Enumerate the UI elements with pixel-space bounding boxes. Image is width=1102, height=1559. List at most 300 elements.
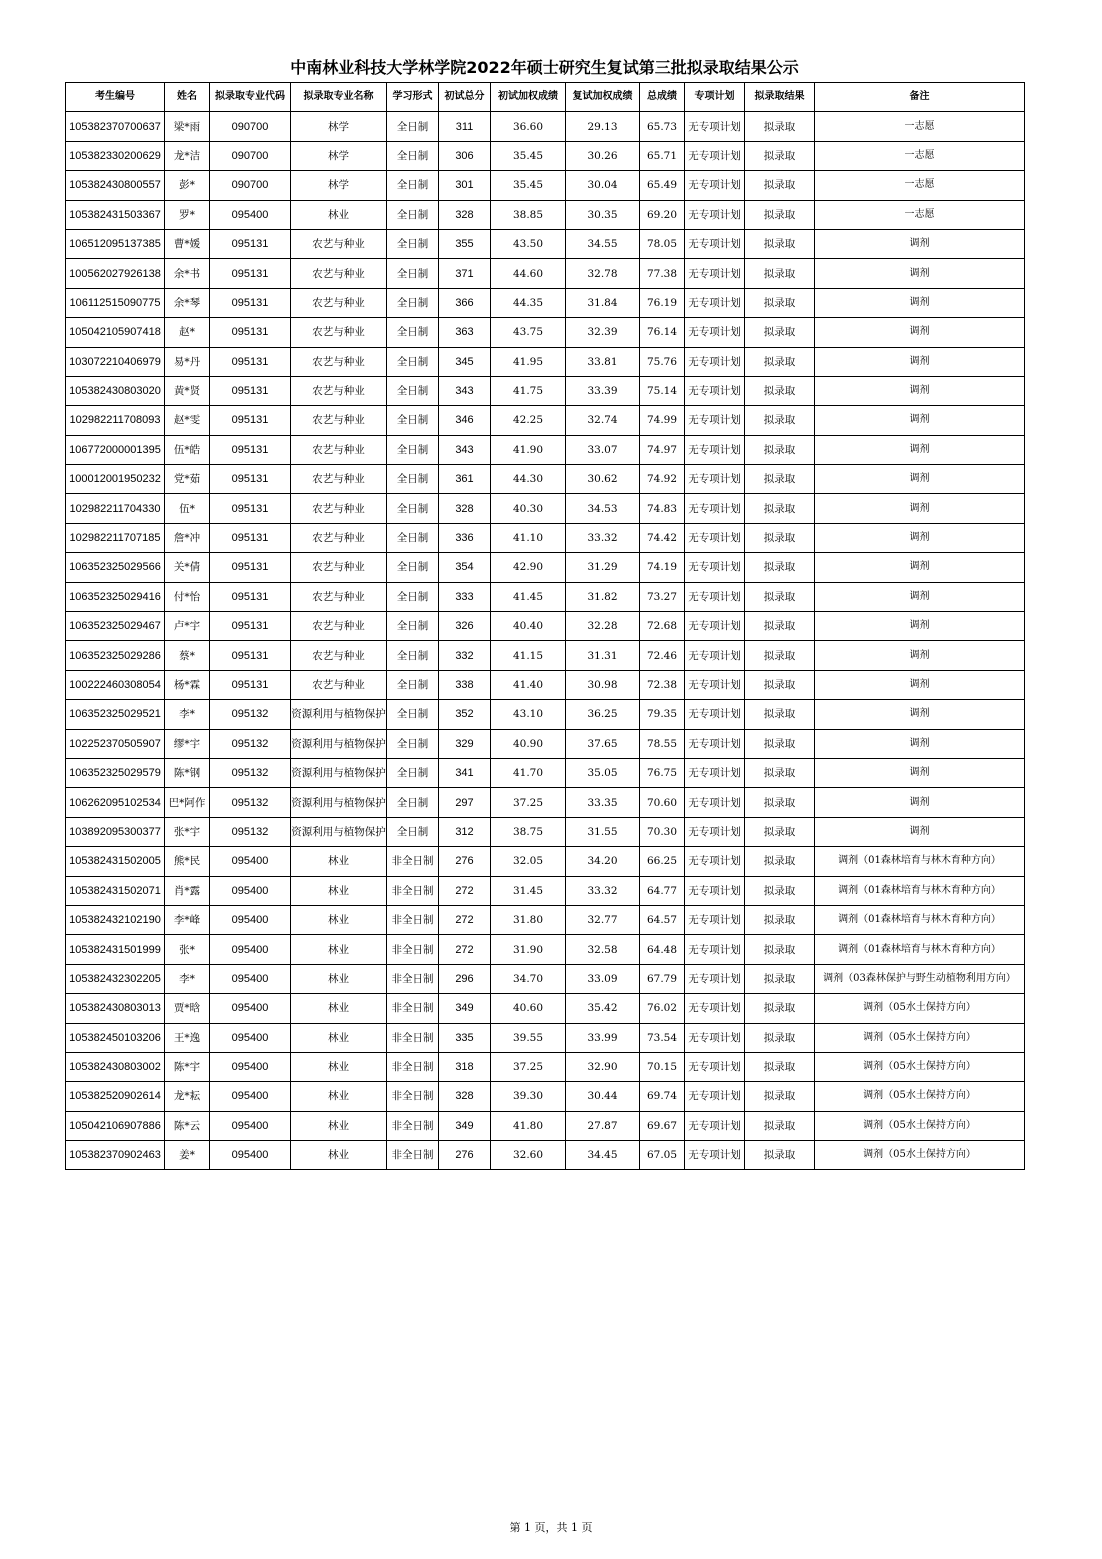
cell-prelim-total: 328 <box>439 200 491 229</box>
cell-remarks: 调剂 <box>815 523 1025 552</box>
cell-admission-result: 拟录取 <box>745 435 815 464</box>
header-admission-result: 拟录取结果 <box>745 83 815 112</box>
cell-candidate-id: 106352325029467 <box>66 612 165 641</box>
cell-study-mode: 全日制 <box>387 229 439 258</box>
cell-total-score: 72.46 <box>640 641 685 670</box>
cell-admission-result: 拟录取 <box>745 994 815 1023</box>
cell-prelim-total: 341 <box>439 758 491 787</box>
cell-retest-weighted: 34.45 <box>566 1141 640 1170</box>
cell-remarks: 调剂 <box>815 406 1025 435</box>
cell-special-plan: 无专项计划 <box>685 318 745 347</box>
table-row <box>66 1052 1025 1081</box>
cell-prelim-weighted: 38.85 <box>491 200 566 229</box>
cell-candidate-id: 105382520902614 <box>66 1082 165 1111</box>
cell-prelim-total: 343 <box>439 435 491 464</box>
cell-prelim-weighted: 41.90 <box>491 435 566 464</box>
cell-study-mode: 非全日制 <box>387 876 439 905</box>
table-row <box>66 112 1025 141</box>
cell-major-name: 林业 <box>291 876 387 905</box>
cell-major-code: 090700 <box>210 171 291 200</box>
table-row <box>66 1023 1025 1052</box>
cell-prelim-weighted: 43.50 <box>491 229 566 258</box>
cell-admission-result: 拟录取 <box>745 259 815 288</box>
cell-special-plan: 无专项计划 <box>685 376 745 405</box>
cell-prelim-total: 354 <box>439 553 491 582</box>
cell-special-plan: 无专项计划 <box>685 700 745 729</box>
cell-special-plan: 无专项计划 <box>685 112 745 141</box>
cell-prelim-weighted: 36.60 <box>491 112 566 141</box>
cell-major-code: 095131 <box>210 670 291 699</box>
cell-prelim-total: 343 <box>439 376 491 405</box>
cell-retest-weighted: 32.78 <box>566 259 640 288</box>
cell-remarks: 一志愿 <box>815 112 1025 141</box>
cell-admission-result: 拟录取 <box>745 1023 815 1052</box>
cell-total-score: 69.74 <box>640 1082 685 1111</box>
cell-major-name: 林业 <box>291 1111 387 1140</box>
cell-name: 易*丹 <box>165 347 210 376</box>
cell-prelim-total: 329 <box>439 729 491 758</box>
cell-study-mode: 非全日制 <box>387 964 439 993</box>
table-row <box>66 200 1025 229</box>
cell-major-name: 资源利用与植物保护 <box>291 817 387 846</box>
cell-remarks: 调剂 <box>815 347 1025 376</box>
cell-total-score: 65.73 <box>640 112 685 141</box>
cell-major-name: 农艺与种业 <box>291 641 387 670</box>
cell-name: 王*逸 <box>165 1023 210 1052</box>
cell-name: 陈*宇 <box>165 1052 210 1081</box>
header-total-score: 总成绩 <box>640 83 685 112</box>
cell-candidate-id: 106352325029416 <box>66 582 165 611</box>
cell-major-name: 农艺与种业 <box>291 465 387 494</box>
cell-admission-result: 拟录取 <box>745 376 815 405</box>
cell-special-plan: 无专项计划 <box>685 847 745 876</box>
cell-admission-result: 拟录取 <box>745 347 815 376</box>
cell-candidate-id: 105382430803002 <box>66 1052 165 1081</box>
cell-admission-result: 拟录取 <box>745 905 815 934</box>
cell-prelim-weighted: 39.55 <box>491 1023 566 1052</box>
cell-major-name: 林业 <box>291 1023 387 1052</box>
cell-study-mode: 全日制 <box>387 641 439 670</box>
cell-prelim-total: 333 <box>439 582 491 611</box>
cell-admission-result: 拟录取 <box>745 318 815 347</box>
cell-prelim-total: 371 <box>439 259 491 288</box>
cell-candidate-id: 105382431502071 <box>66 876 165 905</box>
cell-major-name: 林业 <box>291 994 387 1023</box>
cell-major-code: 095131 <box>210 435 291 464</box>
cell-candidate-id: 105382430803020 <box>66 376 165 405</box>
cell-admission-result: 拟录取 <box>745 1082 815 1111</box>
cell-retest-weighted: 35.05 <box>566 758 640 787</box>
cell-candidate-id: 105382330200629 <box>66 141 165 170</box>
cell-admission-result: 拟录取 <box>745 817 815 846</box>
cell-retest-weighted: 31.29 <box>566 553 640 582</box>
cell-name: 陈*云 <box>165 1111 210 1140</box>
cell-total-score: 67.79 <box>640 964 685 993</box>
cell-prelim-total: 328 <box>439 494 491 523</box>
cell-retest-weighted: 35.42 <box>566 994 640 1023</box>
cell-name: 龙*耘 <box>165 1082 210 1111</box>
table-row <box>66 1111 1025 1140</box>
cell-major-name: 林业 <box>291 964 387 993</box>
cell-name: 蔡* <box>165 641 210 670</box>
cell-remarks: 调剂 <box>815 641 1025 670</box>
cell-admission-result: 拟录取 <box>745 1052 815 1081</box>
cell-study-mode: 全日制 <box>387 582 439 611</box>
cell-admission-result: 拟录取 <box>745 465 815 494</box>
cell-study-mode: 非全日制 <box>387 1111 439 1140</box>
cell-special-plan: 无专项计划 <box>685 141 745 170</box>
cell-total-score: 73.27 <box>640 582 685 611</box>
cell-retest-weighted: 34.20 <box>566 847 640 876</box>
cell-major-name: 资源利用与植物保护 <box>291 758 387 787</box>
cell-admission-result: 拟录取 <box>745 288 815 317</box>
cell-prelim-weighted: 41.70 <box>491 758 566 787</box>
cell-total-score: 76.75 <box>640 758 685 787</box>
cell-retest-weighted: 30.26 <box>566 141 640 170</box>
cell-major-code: 095131 <box>210 641 291 670</box>
cell-major-name: 农艺与种业 <box>291 318 387 347</box>
cell-admission-result: 拟录取 <box>745 700 815 729</box>
cell-special-plan: 无专项计划 <box>685 259 745 288</box>
cell-special-plan: 无专项计划 <box>685 494 745 523</box>
cell-remarks: 调剂 <box>815 465 1025 494</box>
cell-major-name: 林业 <box>291 200 387 229</box>
cell-remarks: 一志愿 <box>815 200 1025 229</box>
table-row <box>66 1082 1025 1111</box>
cell-retest-weighted: 31.55 <box>566 817 640 846</box>
cell-name: 赵*雯 <box>165 406 210 435</box>
header-candidate-id: 考生编号 <box>66 83 165 112</box>
cell-candidate-id: 100562027926138 <box>66 259 165 288</box>
cell-major-code: 095400 <box>210 905 291 934</box>
cell-prelim-total: 276 <box>439 1141 491 1170</box>
cell-major-code: 095400 <box>210 994 291 1023</box>
cell-retest-weighted: 32.39 <box>566 318 640 347</box>
cell-study-mode: 全日制 <box>387 700 439 729</box>
cell-prelim-weighted: 31.90 <box>491 935 566 964</box>
cell-major-name: 林学 <box>291 171 387 200</box>
cell-total-score: 64.57 <box>640 905 685 934</box>
cell-prelim-weighted: 43.10 <box>491 700 566 729</box>
table-row <box>66 612 1025 641</box>
cell-retest-weighted: 32.58 <box>566 935 640 964</box>
cell-retest-weighted: 33.32 <box>566 523 640 552</box>
cell-prelim-total: 366 <box>439 288 491 317</box>
cell-total-score: 70.15 <box>640 1052 685 1081</box>
cell-total-score: 74.92 <box>640 465 685 494</box>
cell-study-mode: 全日制 <box>387 553 439 582</box>
cell-prelim-weighted: 44.60 <box>491 259 566 288</box>
cell-candidate-id: 105382432102190 <box>66 905 165 934</box>
cell-prelim-total: 306 <box>439 141 491 170</box>
cell-prelim-total: 296 <box>439 964 491 993</box>
cell-study-mode: 全日制 <box>387 259 439 288</box>
cell-prelim-total: 272 <box>439 876 491 905</box>
cell-special-plan: 无专项计划 <box>685 670 745 699</box>
cell-retest-weighted: 30.04 <box>566 171 640 200</box>
cell-special-plan: 无专项计划 <box>685 200 745 229</box>
cell-major-code: 095131 <box>210 494 291 523</box>
cell-study-mode: 非全日制 <box>387 1023 439 1052</box>
cell-name: 党*茹 <box>165 465 210 494</box>
cell-candidate-id: 106352325029566 <box>66 553 165 582</box>
cell-prelim-weighted: 35.45 <box>491 141 566 170</box>
cell-study-mode: 非全日制 <box>387 935 439 964</box>
cell-total-score: 75.76 <box>640 347 685 376</box>
cell-prelim-weighted: 42.25 <box>491 406 566 435</box>
cell-special-plan: 无专项计划 <box>685 347 745 376</box>
cell-admission-result: 拟录取 <box>745 788 815 817</box>
cell-major-name: 农艺与种业 <box>291 670 387 699</box>
cell-remarks: 调剂 <box>815 788 1025 817</box>
header-prelim-weighted: 初试加权成绩 <box>491 83 566 112</box>
cell-major-code: 095131 <box>210 406 291 435</box>
cell-candidate-id: 102252370505907 <box>66 729 165 758</box>
table-row <box>66 935 1025 964</box>
cell-total-score: 76.02 <box>640 994 685 1023</box>
cell-total-score: 64.48 <box>640 935 685 964</box>
cell-retest-weighted: 33.32 <box>566 876 640 905</box>
cell-candidate-id: 103892095300377 <box>66 817 165 846</box>
cell-prelim-total: 355 <box>439 229 491 258</box>
cell-prelim-total: 326 <box>439 612 491 641</box>
cell-candidate-id: 105382431501999 <box>66 935 165 964</box>
cell-retest-weighted: 29.13 <box>566 112 640 141</box>
cell-retest-weighted: 30.62 <box>566 465 640 494</box>
cell-candidate-id: 105042105907418 <box>66 318 165 347</box>
cell-admission-result: 拟录取 <box>745 641 815 670</box>
cell-total-score: 65.71 <box>640 141 685 170</box>
table-header-row <box>66 83 1025 112</box>
cell-prelim-weighted: 40.30 <box>491 494 566 523</box>
cell-remarks: 调剂 <box>815 700 1025 729</box>
cell-name: 杨*霖 <box>165 670 210 699</box>
cell-special-plan: 无专项计划 <box>685 994 745 1023</box>
cell-special-plan: 无专项计划 <box>685 435 745 464</box>
cell-name: 关*倩 <box>165 553 210 582</box>
cell-candidate-id: 105382432302205 <box>66 964 165 993</box>
cell-study-mode: 全日制 <box>387 406 439 435</box>
header-study-mode: 学习形式 <box>387 83 439 112</box>
cell-remarks: 调剂（05水土保持方向） <box>815 1111 1025 1140</box>
cell-remarks: 调剂 <box>815 494 1025 523</box>
cell-major-name: 林业 <box>291 1052 387 1081</box>
cell-prelim-weighted: 32.05 <box>491 847 566 876</box>
cell-total-score: 78.05 <box>640 229 685 258</box>
cell-name: 付*怡 <box>165 582 210 611</box>
cell-candidate-id: 106772000001395 <box>66 435 165 464</box>
cell-special-plan: 无专项计划 <box>685 406 745 435</box>
cell-study-mode: 全日制 <box>387 200 439 229</box>
cell-special-plan: 无专项计划 <box>685 1111 745 1140</box>
header-major-name: 拟录取专业名称 <box>291 83 387 112</box>
cell-total-score: 74.83 <box>640 494 685 523</box>
cell-special-plan: 无专项计划 <box>685 788 745 817</box>
cell-total-score: 65.49 <box>640 171 685 200</box>
cell-name: 张* <box>165 935 210 964</box>
cell-major-code: 095132 <box>210 758 291 787</box>
table-row <box>66 847 1025 876</box>
cell-candidate-id: 105042106907886 <box>66 1111 165 1140</box>
cell-remarks: 调剂（05水土保持方向） <box>815 1023 1025 1052</box>
cell-total-score: 75.14 <box>640 376 685 405</box>
cell-study-mode: 全日制 <box>387 788 439 817</box>
cell-study-mode: 全日制 <box>387 729 439 758</box>
cell-major-name: 林学 <box>291 141 387 170</box>
cell-name: 张*宇 <box>165 817 210 846</box>
cell-candidate-id: 106112515090775 <box>66 288 165 317</box>
cell-prelim-weighted: 41.40 <box>491 670 566 699</box>
cell-candidate-id: 105382430803013 <box>66 994 165 1023</box>
cell-prelim-total: 349 <box>439 994 491 1023</box>
cell-prelim-weighted: 41.15 <box>491 641 566 670</box>
table-row <box>66 523 1025 552</box>
cell-remarks: 调剂（05水土保持方向） <box>815 1082 1025 1111</box>
cell-total-score: 74.19 <box>640 553 685 582</box>
cell-study-mode: 非全日制 <box>387 1052 439 1081</box>
cell-prelim-total: 297 <box>439 788 491 817</box>
cell-name: 赵* <box>165 318 210 347</box>
cell-remarks: 调剂 <box>815 582 1025 611</box>
cell-major-code: 095400 <box>210 847 291 876</box>
cell-prelim-weighted: 43.75 <box>491 318 566 347</box>
cell-admission-result: 拟录取 <box>745 847 815 876</box>
cell-study-mode: 全日制 <box>387 612 439 641</box>
cell-admission-result: 拟录取 <box>745 523 815 552</box>
cell-remarks: 调剂 <box>815 376 1025 405</box>
cell-retest-weighted: 32.74 <box>566 406 640 435</box>
cell-candidate-id: 105382430800557 <box>66 171 165 200</box>
cell-special-plan: 无专项计划 <box>685 465 745 494</box>
cell-name: 伍*皓 <box>165 435 210 464</box>
cell-major-code: 095131 <box>210 288 291 317</box>
table-row <box>66 406 1025 435</box>
cell-retest-weighted: 27.87 <box>566 1111 640 1140</box>
cell-study-mode: 全日制 <box>387 465 439 494</box>
cell-prelim-total: 338 <box>439 670 491 699</box>
cell-name: 詹*冲 <box>165 523 210 552</box>
admission-results-table <box>65 82 1025 1170</box>
cell-special-plan: 无专项计划 <box>685 288 745 317</box>
cell-major-code: 095131 <box>210 553 291 582</box>
table-row <box>66 641 1025 670</box>
cell-major-name: 林学 <box>291 112 387 141</box>
cell-major-code: 095132 <box>210 817 291 846</box>
cell-total-score: 64.77 <box>640 876 685 905</box>
table-row <box>66 171 1025 200</box>
cell-study-mode: 非全日制 <box>387 847 439 876</box>
cell-major-code: 095131 <box>210 229 291 258</box>
table-row <box>66 700 1025 729</box>
cell-prelim-weighted: 41.45 <box>491 582 566 611</box>
cell-retest-weighted: 30.44 <box>566 1082 640 1111</box>
header-retest-weighted: 复试加权成绩 <box>566 83 640 112</box>
cell-study-mode: 全日制 <box>387 435 439 464</box>
cell-special-plan: 无专项计划 <box>685 1141 745 1170</box>
cell-study-mode: 非全日制 <box>387 1082 439 1111</box>
cell-major-code: 095131 <box>210 376 291 405</box>
cell-name: 伍* <box>165 494 210 523</box>
cell-candidate-id: 105382431502005 <box>66 847 165 876</box>
cell-remarks: 一志愿 <box>815 171 1025 200</box>
cell-retest-weighted: 31.31 <box>566 641 640 670</box>
cell-remarks: 调剂 <box>815 817 1025 846</box>
cell-special-plan: 无专项计划 <box>685 229 745 258</box>
cell-study-mode: 全日制 <box>387 141 439 170</box>
cell-admission-result: 拟录取 <box>745 582 815 611</box>
cell-total-score: 73.54 <box>640 1023 685 1052</box>
cell-major-code: 095400 <box>210 1023 291 1052</box>
cell-remarks: 一志愿 <box>815 141 1025 170</box>
cell-prelim-weighted: 38.75 <box>491 817 566 846</box>
cell-admission-result: 拟录取 <box>745 494 815 523</box>
table-row <box>66 670 1025 699</box>
cell-prelim-total: 311 <box>439 112 491 141</box>
cell-special-plan: 无专项计划 <box>685 171 745 200</box>
cell-retest-weighted: 32.77 <box>566 905 640 934</box>
cell-special-plan: 无专项计划 <box>685 935 745 964</box>
cell-major-name: 农艺与种业 <box>291 288 387 317</box>
cell-admission-result: 拟录取 <box>745 1111 815 1140</box>
cell-major-code: 090700 <box>210 112 291 141</box>
cell-admission-result: 拟录取 <box>745 964 815 993</box>
cell-name: 姜* <box>165 1141 210 1170</box>
cell-study-mode: 全日制 <box>387 112 439 141</box>
cell-admission-result: 拟录取 <box>745 670 815 699</box>
cell-study-mode: 全日制 <box>387 817 439 846</box>
cell-total-score: 66.25 <box>640 847 685 876</box>
cell-remarks: 调剂 <box>815 758 1025 787</box>
cell-major-name: 林业 <box>291 935 387 964</box>
cell-major-code: 095131 <box>210 523 291 552</box>
table-row <box>66 347 1025 376</box>
cell-total-score: 78.55 <box>640 729 685 758</box>
cell-remarks: 调剂 <box>815 435 1025 464</box>
table-row <box>66 259 1025 288</box>
cell-study-mode: 全日制 <box>387 523 439 552</box>
cell-candidate-id: 103072210406979 <box>66 347 165 376</box>
cell-admission-result: 拟录取 <box>745 876 815 905</box>
header-remarks: 备注 <box>815 83 1025 112</box>
cell-name: 李* <box>165 700 210 729</box>
cell-retest-weighted: 34.53 <box>566 494 640 523</box>
cell-total-score: 70.30 <box>640 817 685 846</box>
cell-special-plan: 无专项计划 <box>685 1023 745 1052</box>
cell-retest-weighted: 34.55 <box>566 229 640 258</box>
cell-special-plan: 无专项计划 <box>685 641 745 670</box>
cell-remarks: 调剂（01森林培育与林木育种方向） <box>815 876 1025 905</box>
cell-major-code: 095400 <box>210 1052 291 1081</box>
cell-major-name: 农艺与种业 <box>291 582 387 611</box>
cell-total-score: 72.68 <box>640 612 685 641</box>
cell-special-plan: 无专项计划 <box>685 523 745 552</box>
cell-admission-result: 拟录取 <box>745 553 815 582</box>
cell-name: 彭* <box>165 171 210 200</box>
cell-major-name: 农艺与种业 <box>291 523 387 552</box>
cell-remarks: 调剂（03森林保护与野生动植物利用方向） <box>815 964 1025 993</box>
cell-prelim-weighted: 41.75 <box>491 376 566 405</box>
cell-study-mode: 全日制 <box>387 758 439 787</box>
cell-name: 罗* <box>165 200 210 229</box>
header-major-code: 拟录取专业代码 <box>210 83 291 112</box>
cell-remarks: 调剂 <box>815 612 1025 641</box>
cell-prelim-total: 332 <box>439 641 491 670</box>
cell-total-score: 67.05 <box>640 1141 685 1170</box>
cell-retest-weighted: 30.35 <box>566 200 640 229</box>
cell-prelim-weighted: 40.60 <box>491 994 566 1023</box>
cell-name: 李*峰 <box>165 905 210 934</box>
cell-special-plan: 无专项计划 <box>685 876 745 905</box>
